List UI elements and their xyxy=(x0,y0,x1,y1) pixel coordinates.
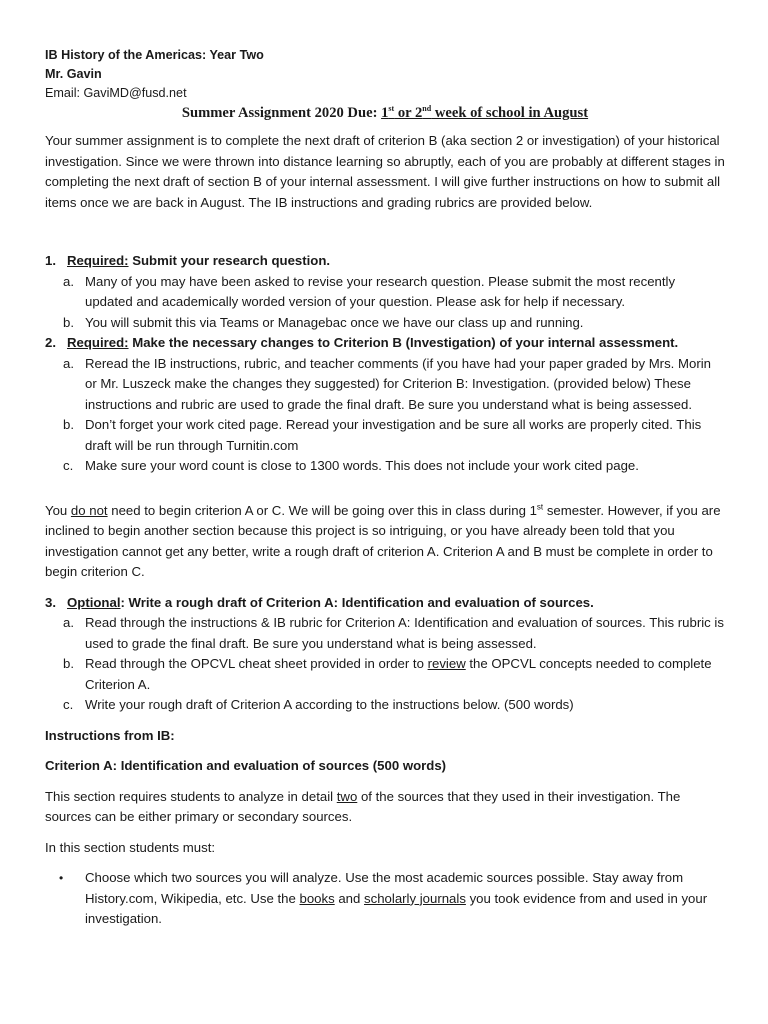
sub-letter: c. xyxy=(63,458,74,473)
title-due xyxy=(381,105,588,121)
sub-b-post: the OPCVL concepts needed to complete Criterion A. xyxy=(85,656,712,692)
title-prefix: Summer Assignment 2020 Due: xyxy=(181,105,378,121)
mid-text-3: semester. However, if you are inclined to begin another section because this project is so intriguing, or you have already been told that you investigation cannot get any better, write a rough draft of criterion A. Criterion A and B must be complete in order to begin criterion C. xyxy=(45,502,721,579)
sub-item xyxy=(45,654,725,695)
title-rest: week of school in August xyxy=(431,105,589,121)
sub-item xyxy=(45,415,725,456)
sub-text: Many of you may have been asked to revise your research question. Please submit the most recently updated and academically worded version of your question. Please ask for help if necessary. xyxy=(85,273,676,309)
bullet-item xyxy=(45,868,725,930)
bullet-pre: Choose which two sources you will analyze. Use the most academic sources possible. Stay away from History.com, Wikipedia, etc. Use the xyxy=(85,870,684,906)
sub-text: Reread the IB instructions, rubric, and teacher comments (if you have had your paper graded by Mrs. Morin or Mr. Luszeck make the changes they suggested) for Criterion B: Investigation. (provided below) These instructions and rubric are used to grade the final draft. Be sure you understand what is being assessed. xyxy=(85,355,711,412)
do-not-emphasis: do not xyxy=(70,502,108,518)
sub-item xyxy=(45,456,725,477)
sub-text: Read through the instructions & IB rubric for Criterion A: Identification and evaluation of sources. This rubric is used to grade the final draft. Be sure you understand what is being assessed. xyxy=(85,615,724,651)
mid-sup: st xyxy=(536,502,544,512)
bullet-post: you took evidence from and used in your investigation. xyxy=(85,890,708,926)
sub-letter: a. xyxy=(63,615,74,630)
required-tag: Required: xyxy=(67,253,129,268)
sub-item xyxy=(45,272,725,313)
sub-text: Make sure your word count is close to 1300 words. This does not include your work cited page. xyxy=(85,458,639,473)
section-paragraph xyxy=(45,787,725,828)
criterion-a-heading: Criterion A: Identification and evaluation of sources (500 words) xyxy=(45,758,447,773)
title-first-sup: st xyxy=(388,104,395,114)
two-emphasis: two xyxy=(336,788,358,804)
journals-emphasis: scholarly journals xyxy=(364,890,466,906)
sub-letter: b. xyxy=(63,656,74,671)
list-item-2 xyxy=(45,333,725,354)
bullet-text xyxy=(85,868,725,930)
sub-item xyxy=(45,354,725,416)
sub-letter: c. xyxy=(63,697,74,712)
sub-item xyxy=(45,695,725,716)
sub-letter: a. xyxy=(63,273,74,289)
sub-letter: b. xyxy=(63,314,74,330)
section-post: of the sources that they used in their investigation. The sources can be either primary or secondary sources. xyxy=(45,788,681,824)
list-item-3 xyxy=(45,593,725,614)
mid-text-2: need to begin criterion A or C. We will be going over this in class during 1 xyxy=(107,502,537,518)
books-emphasis: books xyxy=(299,890,335,906)
document-page xyxy=(45,46,725,930)
sub-item xyxy=(45,613,725,654)
sub-text: Don’t forget your work cited page. Reread your investigation and be sure all works are properly cited. This draft will be run through Turnitin.com xyxy=(85,417,702,453)
bullet-and: and xyxy=(334,890,365,906)
assignment-title xyxy=(45,103,725,123)
title-first: 1 xyxy=(381,105,389,121)
sub-text: Write your rough draft of Criterion A according to the instructions below. (500 words) xyxy=(85,697,574,712)
item-text: Make the necessary changes to Criterion B (Investigation) of your internal assessment. xyxy=(128,335,679,350)
sub-letter: b. xyxy=(63,417,74,432)
sub-text xyxy=(85,654,725,695)
teacher-name: Mr. Gavin xyxy=(45,67,102,81)
students-must-text: In this section students must: xyxy=(45,839,216,855)
optional-tag: Optional xyxy=(67,594,121,610)
instructions-heading: Instructions from IB: xyxy=(45,727,175,743)
optional-paragraph xyxy=(45,501,725,583)
teacher-email: Email: GaviMD@fusd.net xyxy=(45,86,187,100)
review-emphasis: review xyxy=(427,656,466,671)
sub-b-pre: Read through the OPCVL cheat sheet provided in order to xyxy=(85,656,428,671)
intro-paragraph: Your summer assignment is to complete the next draft of criterion B (aka section 2 or investigation) of your historical investigation. Since we were thrown into distance learning so abruptly, each of you are probably at different stages in completing the next draft of section B of your internal assessment. I will give further instructions on how to submit all items once we are back in August. The IB instructions and grading rubrics are provided below. xyxy=(45,133,725,210)
item-number: 2. xyxy=(45,335,56,350)
list-item-1 xyxy=(45,251,725,272)
item-number: 3. xyxy=(45,594,56,610)
section-pre: This section requires students to analyze in detail xyxy=(45,788,337,804)
item-number: 1. xyxy=(45,253,56,268)
title-or: or 2 xyxy=(394,105,423,121)
item-text: Submit your research question. xyxy=(128,253,331,268)
bullet-icon: • xyxy=(59,871,64,885)
sub-item xyxy=(45,313,725,334)
mid-text-1: You xyxy=(45,502,71,518)
sub-text: You will submit this via Teams or Managebac once we have our class up and running. xyxy=(85,314,584,330)
sub-letter: a. xyxy=(63,355,74,371)
item-text: : Write a rough draft of Criterion A: Identification and evaluation of sources. xyxy=(120,594,594,610)
required-tag: Required: xyxy=(67,335,129,350)
course-title: IB History of the Americas: Year Two xyxy=(45,48,264,62)
title-second-sup: nd xyxy=(422,104,432,114)
